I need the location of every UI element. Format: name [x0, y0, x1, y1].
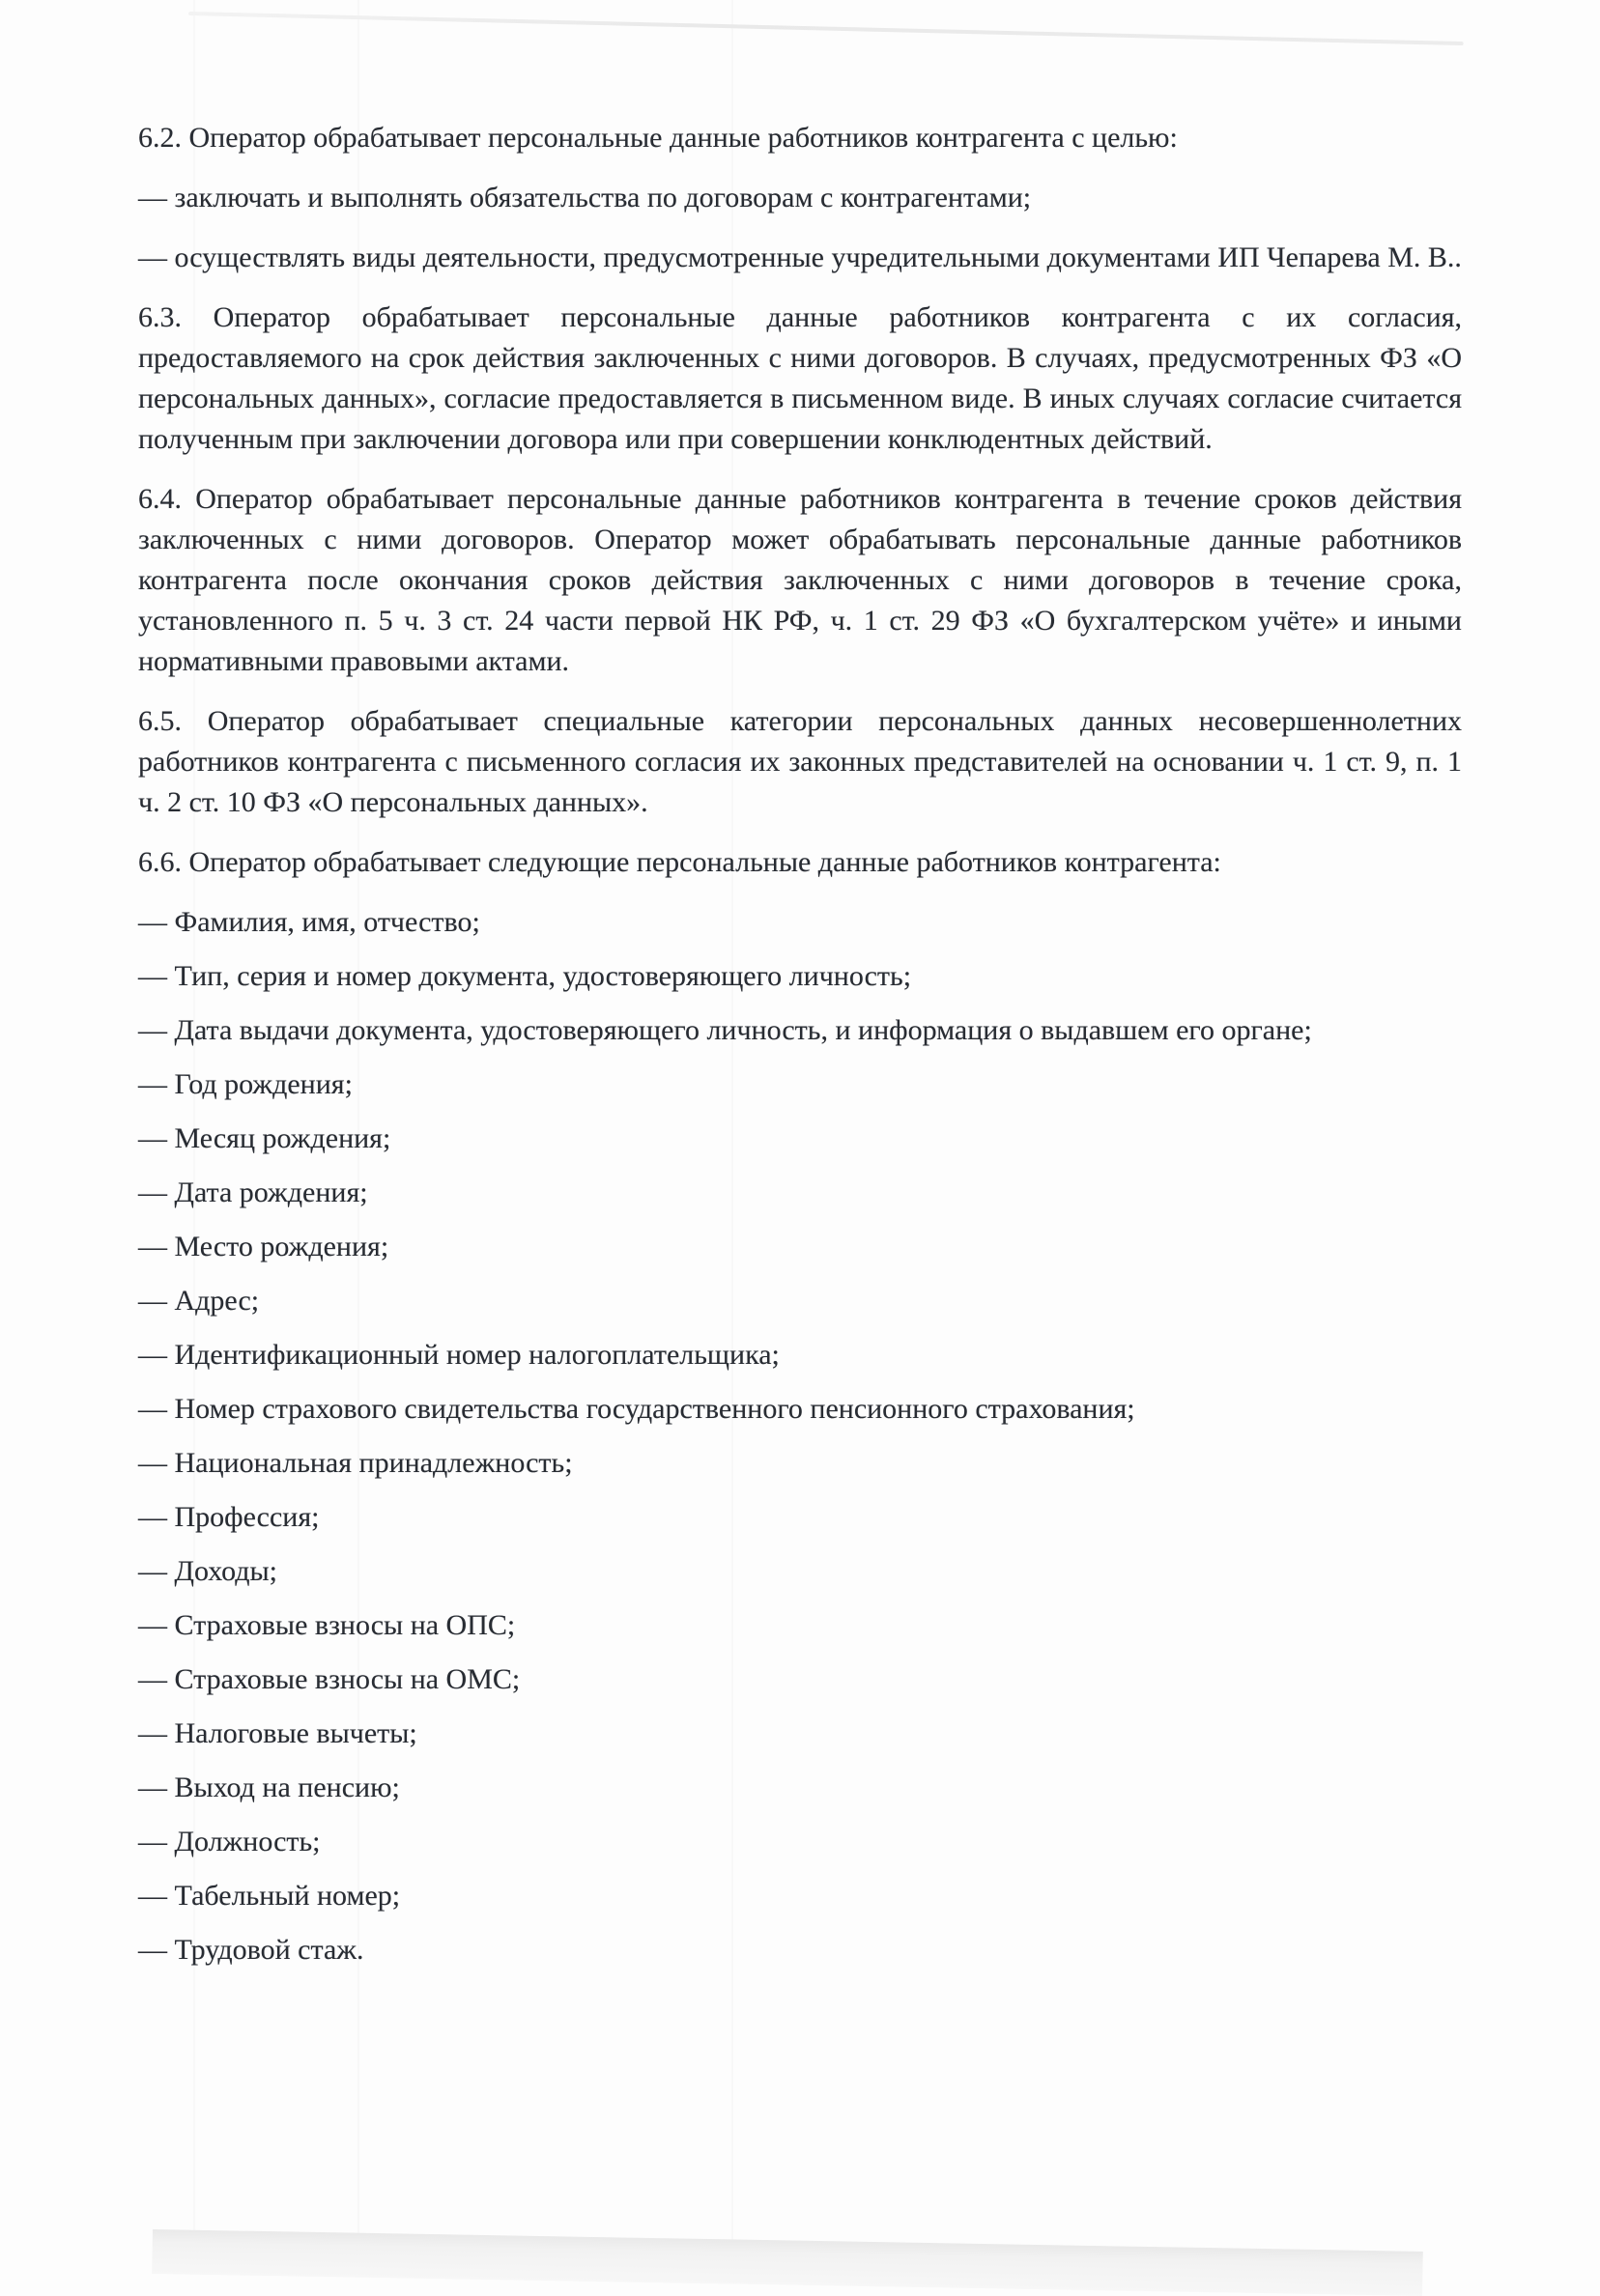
- list-item-tax-deductions: — Налоговые вычеты;: [138, 1717, 417, 1749]
- list-item-oms-contributions: — Страховые взносы на ОМС;: [138, 1663, 521, 1695]
- list-item-personnel-number: — Табельный номер;: [138, 1880, 401, 1912]
- list-item-birth-month: — Месяц рождения;: [138, 1122, 391, 1154]
- list-item-address: — Адрес;: [138, 1285, 260, 1317]
- list-item-full-name: — Фамилия, имя, отчество;: [138, 906, 480, 938]
- list-item-retirement: — Выход на пенсию;: [138, 1772, 400, 1803]
- list-item-nationality: — Национальная принадлежность;: [138, 1447, 573, 1479]
- list-item-position: — Должность;: [138, 1826, 321, 1857]
- list-item-profession: — Профессия;: [138, 1501, 320, 1533]
- clause-6-3-consent: 6.3. Оператор обрабатывает персональные данные работников контрагента с их согласия, предоставляемого на срок действия заключенных с ними договоров. В случаях, предусмотренных ФЗ «О персональных данных», согласие предоставляется в письменном виде. В иных случаях согласие считается полученным при заключении договора или при совершении конклюдентных действий.: [138, 301, 1462, 455]
- list-item-id-document-issue: — Дата выдачи документа, удостоверяющего личность, и информация о выдавшем его органе;: [138, 1014, 1312, 1046]
- list-item-work-experience: — Трудовой стаж.: [138, 1934, 364, 1966]
- list-item-ops-contributions: — Страховые взносы на ОПС;: [138, 1609, 516, 1641]
- list-item-income: — Доходы;: [138, 1555, 277, 1587]
- clause-6-4-processing-term: 6.4. Оператор обрабатывает персональные данные работников контрагента в течение сроков действия заключенных с ними договоров. Оператор может обрабатывать персональные данные работников контрагента после окончания сроков действия заключенных с ними договоров в течение срока, установленного п. 5 ч. 3 ст. 24 части первой НК РФ, ч. 1 ст. 29 ФЗ «О бухгалтерском учёте» и иными нормативными правовыми актами.: [138, 483, 1462, 677]
- clause-6-5-special-categories: 6.5. Оператор обрабатывает специальные категории персональных данных несовершеннолетних работников контрагента с письменного согласия их законных представителей на основании ч. 1 ст. 9, п. 1 ч. 2 ст. 10 ФЗ «О персональных данных».: [138, 705, 1462, 818]
- bullet-statutory-activities: — осуществлять виды деятельности, предусмотренные учредительными документами ИП Чепарева М. В..: [138, 241, 1462, 273]
- list-item-taxpayer-number: — Идентификационный номер налогоплательщика;: [138, 1339, 780, 1371]
- list-item-id-document: — Тип, серия и номер документа, удостоверяющего личность;: [138, 960, 912, 992]
- clause-6-6-data-list-intro: 6.6. Оператор обрабатывает следующие персональные данные работников контрагента:: [138, 846, 1221, 878]
- list-item-pension-insurance-number: — Номер страхового свидетельства государственного пенсионного страхования;: [138, 1393, 1135, 1425]
- list-item-birth-date: — Дата рождения;: [138, 1176, 368, 1208]
- list-item-birth-place: — Место рождения;: [138, 1231, 389, 1262]
- list-item-birth-year: — Год рождения;: [138, 1068, 353, 1100]
- bullet-conclude-contracts: — заключать и выполнять обязательства по договорам с контрагентами;: [138, 182, 1032, 213]
- scan-bottom-edge-artifact: [152, 2229, 1423, 2296]
- clause-6-2-purpose: 6.2. Оператор обрабатывает персональные данные работников контрагента с целью:: [138, 122, 1178, 154]
